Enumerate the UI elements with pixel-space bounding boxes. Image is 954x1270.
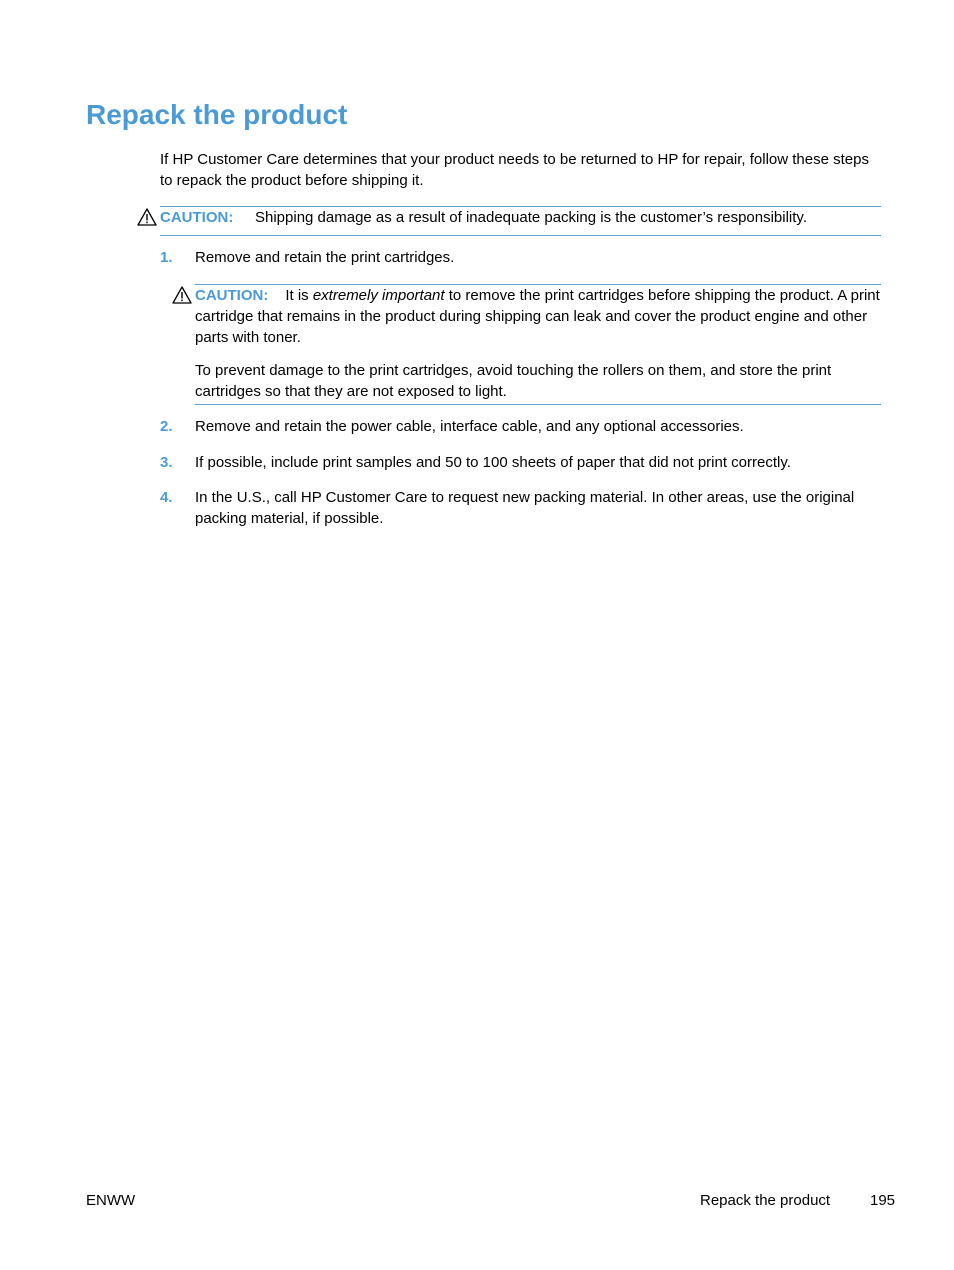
step-number: 4. <box>160 489 173 506</box>
step-text: Remove and retain the power cable, interface cable, and any optional accessories. <box>195 418 744 435</box>
footer-section-title: Repack the product <box>700 1192 831 1209</box>
warning-triangle-icon <box>172 286 192 304</box>
list-item <box>160 487 885 529</box>
step-text: If possible, include print samples and 50 to 100 sheets of paper that did not print correctly. <box>195 454 791 471</box>
list-item <box>160 416 885 437</box>
caution-label: CAUTION: <box>160 209 234 226</box>
caution-text-rest: to remove the print cartridges before shipping the product. A print cartridge that remains in the product during shipping can leak and cover the product engine and other parts with toner. <box>195 287 880 346</box>
list-item <box>160 247 885 268</box>
footer-left-label: ENWW <box>86 1192 136 1209</box>
warning-triangle-icon <box>137 208 157 226</box>
intro-paragraph: If HP Customer Care determines that your product needs to be returned to HP for repair, follow these steps to repack the product before shipping it. <box>160 151 869 189</box>
list-item <box>160 452 885 473</box>
caution-paragraph-2: To prevent damage to the print cartridges, avoid touching the rollers on them, and store the print cartridges so that they are not exposed to light. <box>195 362 832 400</box>
step-text: Remove and retain the print cartridges. <box>195 249 455 266</box>
step-number: 1. <box>160 249 173 266</box>
caution-box-cartridges <box>195 284 881 405</box>
caution-label: CAUTION: <box>195 287 269 304</box>
caution-text <box>195 285 881 348</box>
page-number: 195 <box>870 1192 896 1209</box>
step-text: In the U.S., call HP Customer Care to request new packing material. In other areas, use the original packing material, if possible. <box>195 489 855 527</box>
caution-text-lead: It is <box>285 287 313 304</box>
step-number: 3. <box>160 454 173 471</box>
caution-text: Shipping damage as a result of inadequate packing is the customer’s responsibility. <box>255 209 807 226</box>
page-title: Repack the product <box>86 99 348 130</box>
caution-box-shipping <box>160 206 881 236</box>
caution-emphasis: extremely important <box>312 287 445 304</box>
step-number: 2. <box>160 418 173 435</box>
